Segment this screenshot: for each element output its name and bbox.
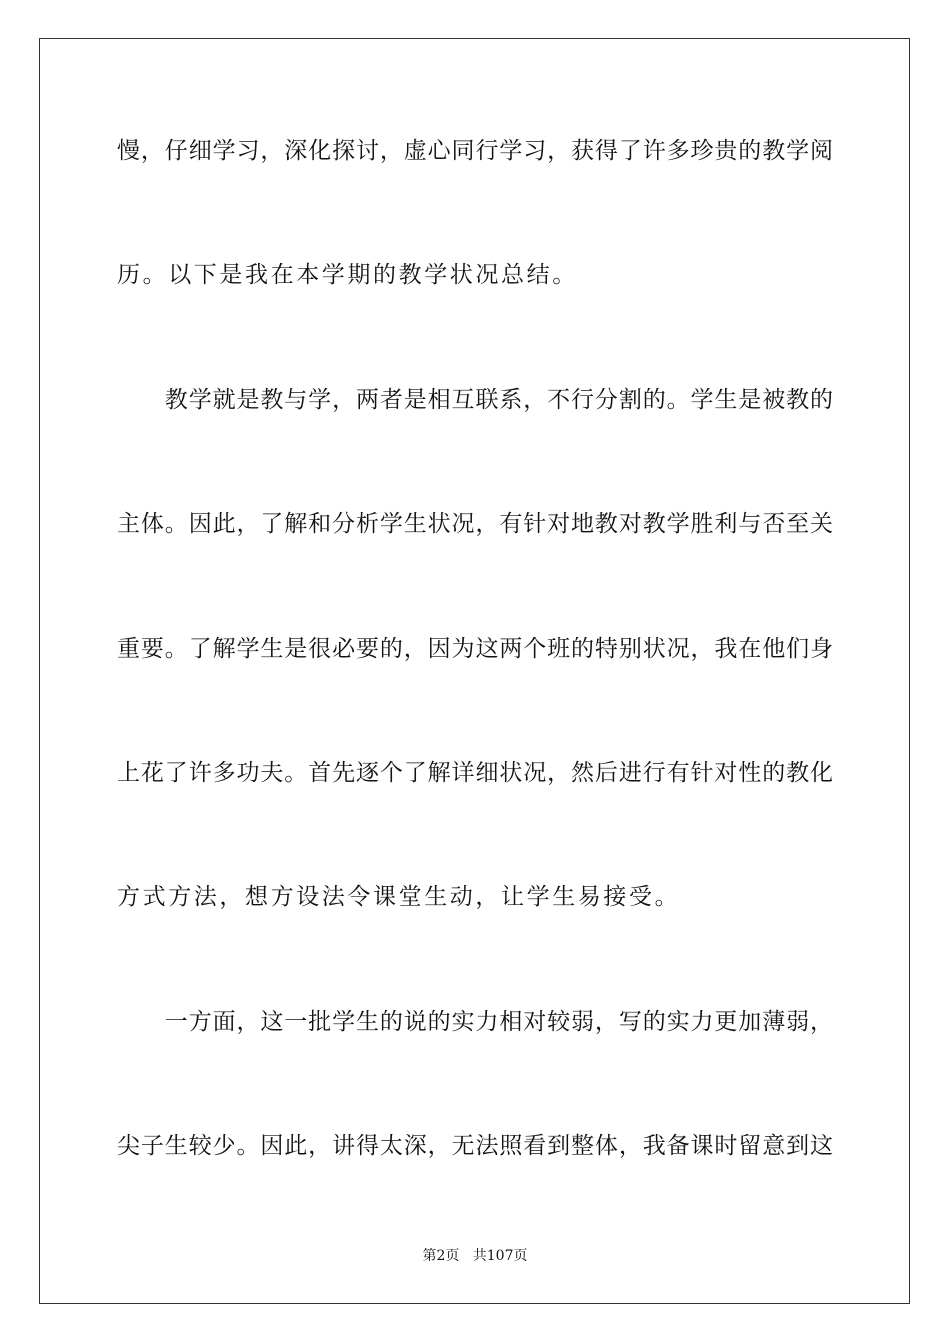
paragraph-line-2: 历。以下是我在本学期的教学状况总结。 [117, 262, 578, 288]
page-border [39, 38, 910, 1304]
paragraph-line-6: 上花了许多功夫。首先逐个了解详细状况，然后进行有针对性的教化 [117, 760, 833, 786]
paragraph-line-7: 方式方法，想方设法令课堂生动，让学生易接受。 [117, 884, 681, 910]
paragraph-line-1: 慢，仔细学习，深化探讨，虚心同行学习，获得了许多珍贵的教学阅 [117, 138, 833, 164]
paragraph-line-5: 重要。了解学生是很必要的，因为这两个班的特别状况，我在他们身 [117, 636, 833, 662]
paragraph-line-3: 教学就是教与学，两者是相互联系，不行分割的。学生是被教的 [117, 387, 833, 413]
paragraph-line-4: 主体。因此，了解和分析学生状况，有针对地教对教学胜利与否至关 [117, 511, 833, 537]
paragraph-line-8: 一方面，这一批学生的说的实力相对较弱，写的实力更加薄弱， [117, 1009, 833, 1035]
page-number-footer: 第2页 共107页 [422, 1248, 528, 1264]
paragraph-line-9: 尖子生较少。因此，讲得太深，无法照看到整体，我备课时留意到这 [117, 1133, 833, 1159]
